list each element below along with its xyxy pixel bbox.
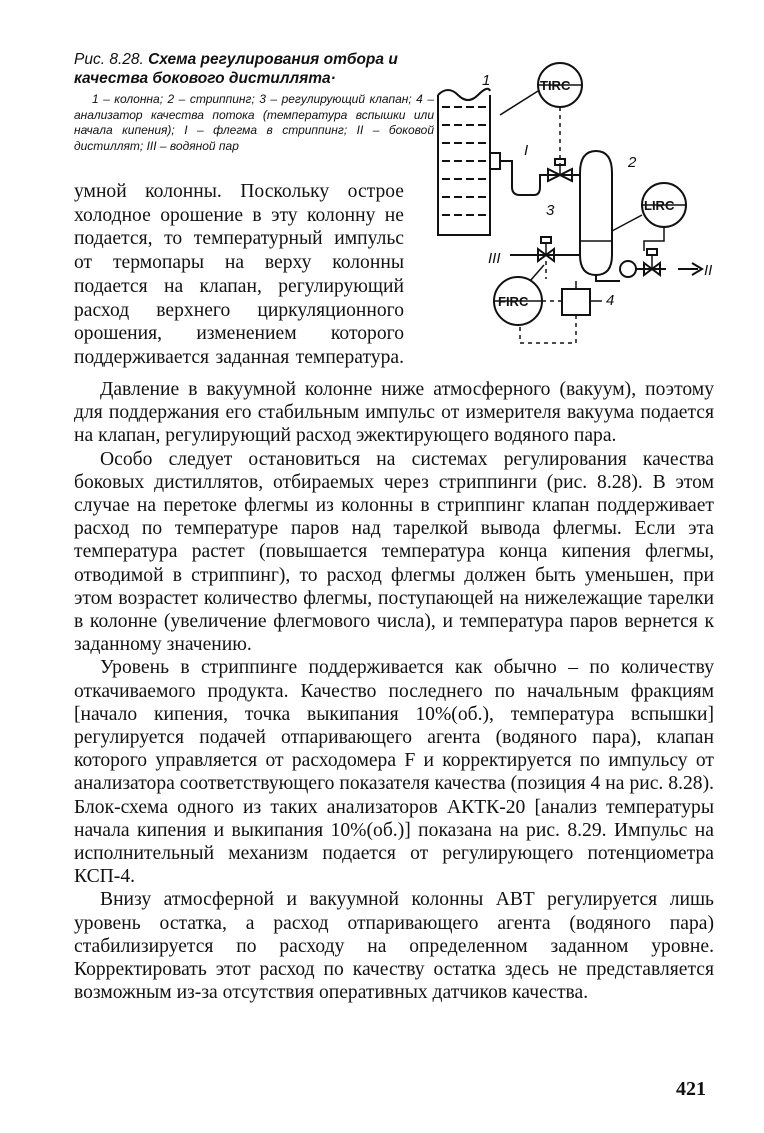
lirc-label: LIRC	[644, 198, 675, 213]
label-II: II	[704, 262, 713, 279]
column-top-break	[438, 89, 490, 100]
paragraph: Внизу атмосферной и вакуумной колонны АВТ регулируется лишь уровень остатка, а расход отпаривающего агента (водяного пара) стабилизируется по расходу на определенном заданном уровне. Корректировать этот расход по качеству остатка здесь не представляется возможным из-за отсутствия оперативных датчиков качества.	[74, 889, 714, 1004]
label-I: I	[524, 142, 529, 159]
analyzer-4	[562, 289, 590, 315]
main-text	[74, 378, 714, 1004]
figure-caption	[74, 50, 434, 154]
label-1: 1	[482, 72, 491, 89]
label-III: III	[488, 250, 501, 267]
wrapped-paragraph-text: умной колонны. Поскольку острое холодное орошение в эту колонну не подается, то температурный импульс от термопары на верху колонны подается на клапан, регулирующий расход верхнего циркуляционного орошения, изменением которого поддерживается заданная температура.	[74, 181, 404, 368]
label-4: 4	[606, 292, 615, 309]
stripper-body	[580, 151, 612, 275]
firc-label: FIRC	[498, 294, 529, 309]
label-2: 2	[628, 154, 637, 171]
tirc-signal-line	[500, 91, 538, 115]
label-3: 3	[546, 202, 555, 219]
product-pump	[620, 261, 636, 277]
page-number: 421	[676, 1078, 706, 1100]
column-trays	[442, 107, 486, 215]
paragraph: Уровень в стриппинге поддерживается как обычно – по количеству откачиваемого продукта. Качество последнего по начальным фракциям [начало кипения, точка выкипания 10%(об.), температура вспышки] регулируется подачей отпаривающего агента (водяного пара), клапан которого управляется от расходомера F и корректируется по импульсу от анализатора соответствующего показателя качества (позиция 4 на рис. 8.28). Блок-схема одного из таких анализаторов АКТК-20 [анализ температуры начала кипения и выкипания 10%(об.)] показана на рис. 8.29. Импульс на исполнительный механизм подается от регулирующего потенциометра КСП-4.	[74, 657, 714, 888]
figure-caption-text: Схема регулирования отбора и качества бокового дистиллята·	[74, 51, 398, 87]
draw-off-box	[490, 153, 500, 169]
tirc-label: TIRC	[540, 78, 571, 93]
wrapped-paragraph	[74, 180, 404, 370]
figure-caption-title	[74, 50, 434, 88]
process-control-diagram	[430, 55, 720, 365]
figure-legend: 1 – колонна; 2 – стриппинг; 3 – регулирующий клапан; 4 – анализатор качества потока (температура вспышки или начала кипения); I – флегма в стриппинг; II – боковой дистиллят; III – водяной пар	[74, 92, 434, 153]
paragraph: Особо следует остановиться на системах регулирования качества боковых дистиллятов, отбираемых через стриппинги (рис. 8.28). В этом случае на перетоке флегмы из колонны в стриппинг клапан поддерживает расход по температуре паров над тарелкой вывода флегмы. Если эта температура растет (повышается температура конца кипения флегмы, отводимой в стриппинг), то расход флегмы должен быть уменьшен, при этом возрастет количество флегмы, поступающей на нижележащие тарелки в колонне (увеличение флегмового числа), и температура паров вернется к заданному значению.	[74, 448, 714, 656]
side-product-line	[596, 275, 620, 281]
paragraph: Давление в вакуумной колонне ниже атмосферного (вакуум), поэтому для поддержания его стабильным импульс от измерителя вакуума подается на клапан, регулирующий расход эжектирующего водяного пара.	[74, 379, 714, 447]
figure-caption-label: Рис. 8.28.	[74, 51, 144, 68]
